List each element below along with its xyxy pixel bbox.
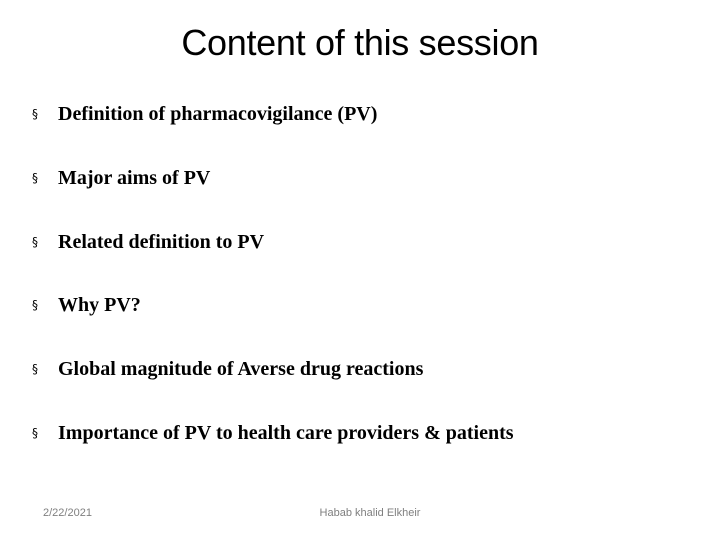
list-item — [32, 226, 702, 258]
bullet-text: Major aims of PV — [58, 166, 211, 189]
list-item — [32, 353, 702, 385]
bullet-marker-icon: § — [32, 425, 38, 440]
list-item — [32, 417, 702, 449]
slide-title: Content of this session — [181, 22, 539, 63]
bullet-list — [32, 98, 702, 481]
bullet-text: Definition of pharmacovigilance (PV) — [58, 103, 378, 125]
bullet-text: Global magnitude of Averse drug reactions — [58, 358, 424, 381]
bullet-marker-icon: § — [32, 107, 38, 121]
list-item — [32, 289, 702, 321]
bullet-marker-icon: § — [32, 234, 38, 249]
footer-author: Habab khalid Elkheir — [319, 507, 421, 519]
bullet-text: Why PV? — [58, 294, 141, 317]
footer-date: 2/22/2021 — [43, 507, 92, 519]
bullet-text: Importance of PV to health care providers & patients — [58, 421, 514, 444]
list-item — [32, 162, 702, 194]
bullet-marker-icon: § — [32, 170, 38, 185]
list-item — [32, 98, 702, 130]
bullet-marker-icon: § — [32, 362, 38, 377]
bullet-marker-icon: § — [32, 298, 38, 313]
bullet-text: Related definition to PV — [58, 230, 265, 253]
